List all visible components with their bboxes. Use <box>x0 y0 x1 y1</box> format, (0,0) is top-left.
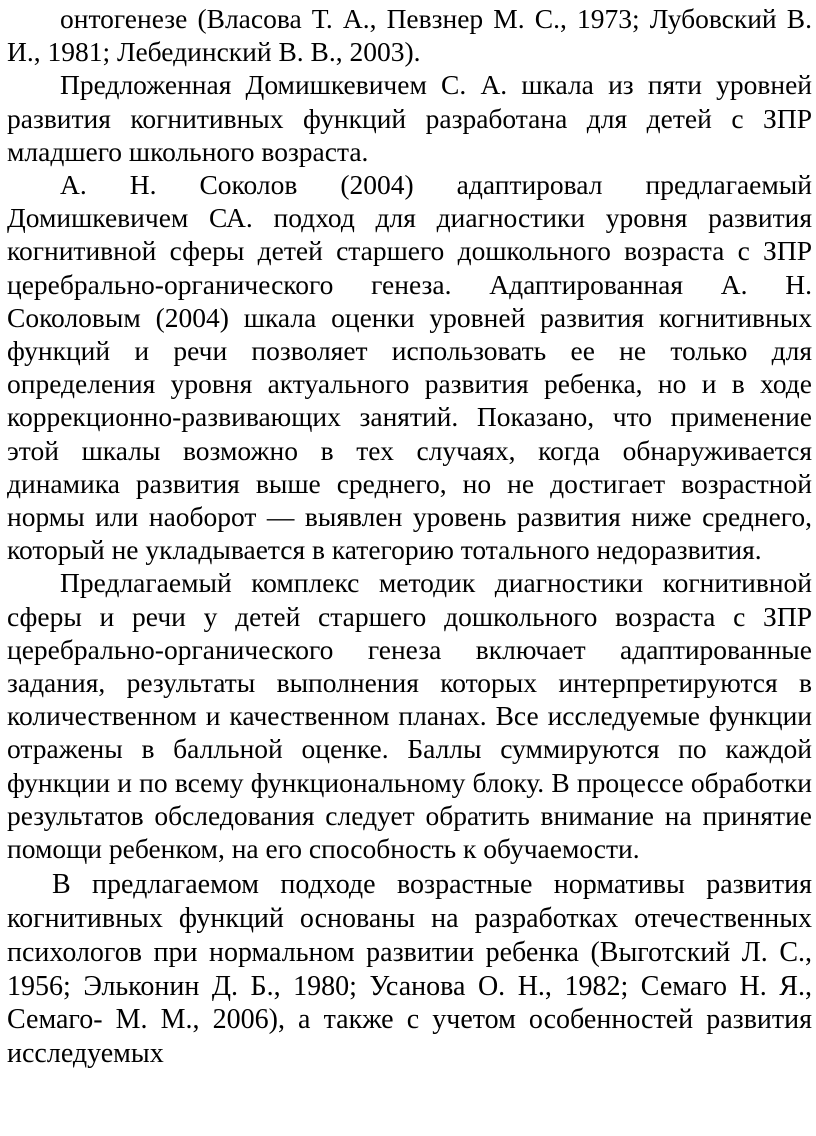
document-page <box>7 2 812 1071</box>
paragraph-continuation: онтогенезе (Власова Т. А., Певзнер М. С., 1973; Лубовский В. И., 1981; Лебединский В. В., 2003). <box>7 3 812 68</box>
paragraph-method-complex: Предлагаемый комплекс методик диагностики когнитивной сферы и речи у детей старшего дошкольного возраста с ЗПР церебрально-органического генеза включает адаптированные задания, результаты выполнения которых интерпретируются в количественном и качественном планах. Все исследуемые функции отражены в балльной оценке. Баллы суммируются по каждой функции и по всему функциональному блоку. В процессе обработки результатов обследования следует обратить внимание на принятие помощи ребенком, на его способность к обучаемости. <box>7 567 812 865</box>
paragraph-sokolov-adaptation: А. Н. Соколов (2004) адаптировал предлагаемый Домишкевичем СА. подход для диагностики уровня развития когнитивной сферы детей старшего дошкольного возраста с ЗПР церебрально-органического генеза. Адаптированная А. Н. Соколовым (2004) шкала оценки уровней развития когнитивных функций и речи позволяет использовать ее не только для определения уровня актуального развития ребенка, но и в ходе коррекционно-развивающих занятий. Показано, что применение этой шкалы возможно в тех случаях, когда обнаруживается динамика развития выше среднего, но не достигает возрастной нормы или наоборот — выявлен уровень развития ниже среднего, который не укладывается в категорию тотального недоразвития. <box>7 169 812 566</box>
paragraph-age-norms: В предлагаемом подходе возрастные нормативы развития когнитивных функций основаны на разработках отечественных психологов при нормальном развитии ребенка (Выготский Л. С., 1956; Эльконин Д. Б., 1980; Усанова О. Н., 1982; Семаго Н. Я., Семаго- М. М., 2006), а также с учетом особенностей развития исследуемых <box>7 869 812 1070</box>
paragraph-domishkevich-scale: Предложенная Домишкевичем С. А. шкала из пяти уровней развития когнитивных функций разработана для детей с ЗПР младшего школьного возраста. <box>7 69 812 167</box>
